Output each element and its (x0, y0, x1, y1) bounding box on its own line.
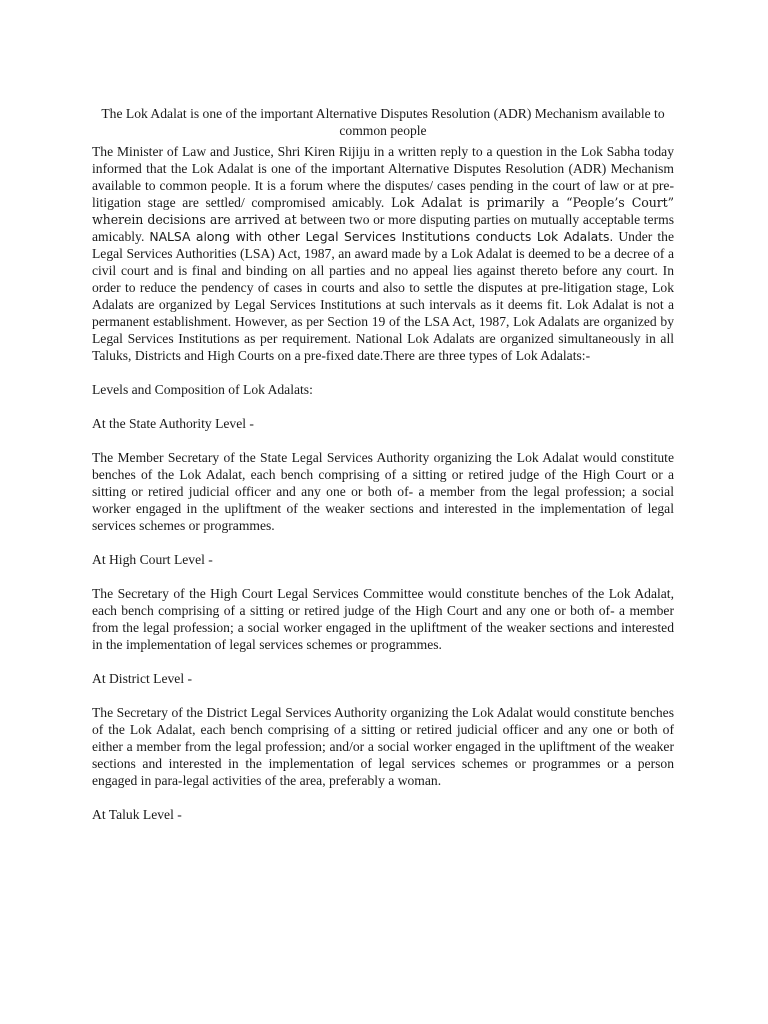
intro-text-1: The Minister of Law and Justice, Shri Kiren Rijiju in a written reply to a question in the Lok Sabha today informed that the Lok Adalat is one of the important Alternative Disputes Resolution (ADR) Mechanism available to common people. It is a forum where the disputes/ cases pending in the court of law or at pre-litigation stage are settled/ compromised amicably. (92, 144, 674, 210)
state-level-heading: At the State Authority Level - (92, 416, 254, 431)
intro-text-5: Under the Legal Services Authorities (LSA) Act, 1987, an award made by a Lok Adalat is deemed to be a decree of a civil court and is final and binding on all parties and no appeal lies against thereto before any court. In order to reduce the pendency of cases in courts and also to settle the disputes at pre-litigation stage, Lok Adalats are organized by Legal Services Institutions at such intervals as it deems fit. Lok Adalat is not a permanent establishment. However, as per Section 19 of the LSA Act, 1987, Lok Adalats are organized by Legal Services Institutions as per requirement. National Lok Adalats are organized simultaneously in all Taluks, Districts and High Courts on a pre-fixed date.There are three types of Lok Adalats:- (92, 229, 674, 363)
high-court-level-paragraph: The Secretary of the High Court Legal Services Committee would constitute benches of the Lok Adalat, each bench comprising of a sitting or retired judge of the High Court and any one or both of- a member from the legal profession; a social worker engaged in the upliftment of the weaker sections and interested in the implementation of legal services schemes or programmes. (92, 586, 674, 652)
document-page (92, 105, 674, 840)
intro-text-4: NALSA along with other Legal Services Institutions conducts Lok Adalats. (149, 229, 614, 244)
state-level-paragraph: The Member Secretary of the State Legal Services Authority organizing the Lok Adalat would constitute benches of the Lok Adalat, each bench comprising of a sitting or retired judge of the High Court or a sitting or retired judicial officer and any one or both of- a member from the legal profession; a social worker engaged in the upliftment of the weaker sections and interested in the implementation of legal services schemes or programmes. (92, 450, 674, 533)
document-title: The Lok Adalat is one of the important Alternative Disputes Resolution (ADR) Mechanism available to common people (101, 106, 665, 138)
taluk-level-heading: At Taluk Level - (92, 807, 182, 822)
intro-text-2: Lok Adalat is primarily a “People’s Court” wherein decisions are arrived at (92, 195, 674, 227)
district-level-paragraph: The Secretary of the District Legal Services Authority organizing the Lok Adalat would constitute benches of the Lok Adalat, each bench comprising of a sitting or retired judicial officer and any one or both of either a member from the legal profession; and/or a social worker engaged in the upliftment of the weaker sections and interested in the implementation of legal services schemes or programmes or a person engaged in para-legal activities of the area, preferably a woman. (92, 705, 674, 788)
high-court-level-heading: At High Court Level - (92, 552, 213, 567)
district-level-heading: At District Level - (92, 671, 193, 686)
levels-heading: Levels and Composition of Lok Adalats: (92, 382, 313, 397)
intro-paragraph (92, 143, 674, 364)
intro-text-3: between two or more disputing parties on mutually acceptable terms amicably. (92, 212, 674, 244)
